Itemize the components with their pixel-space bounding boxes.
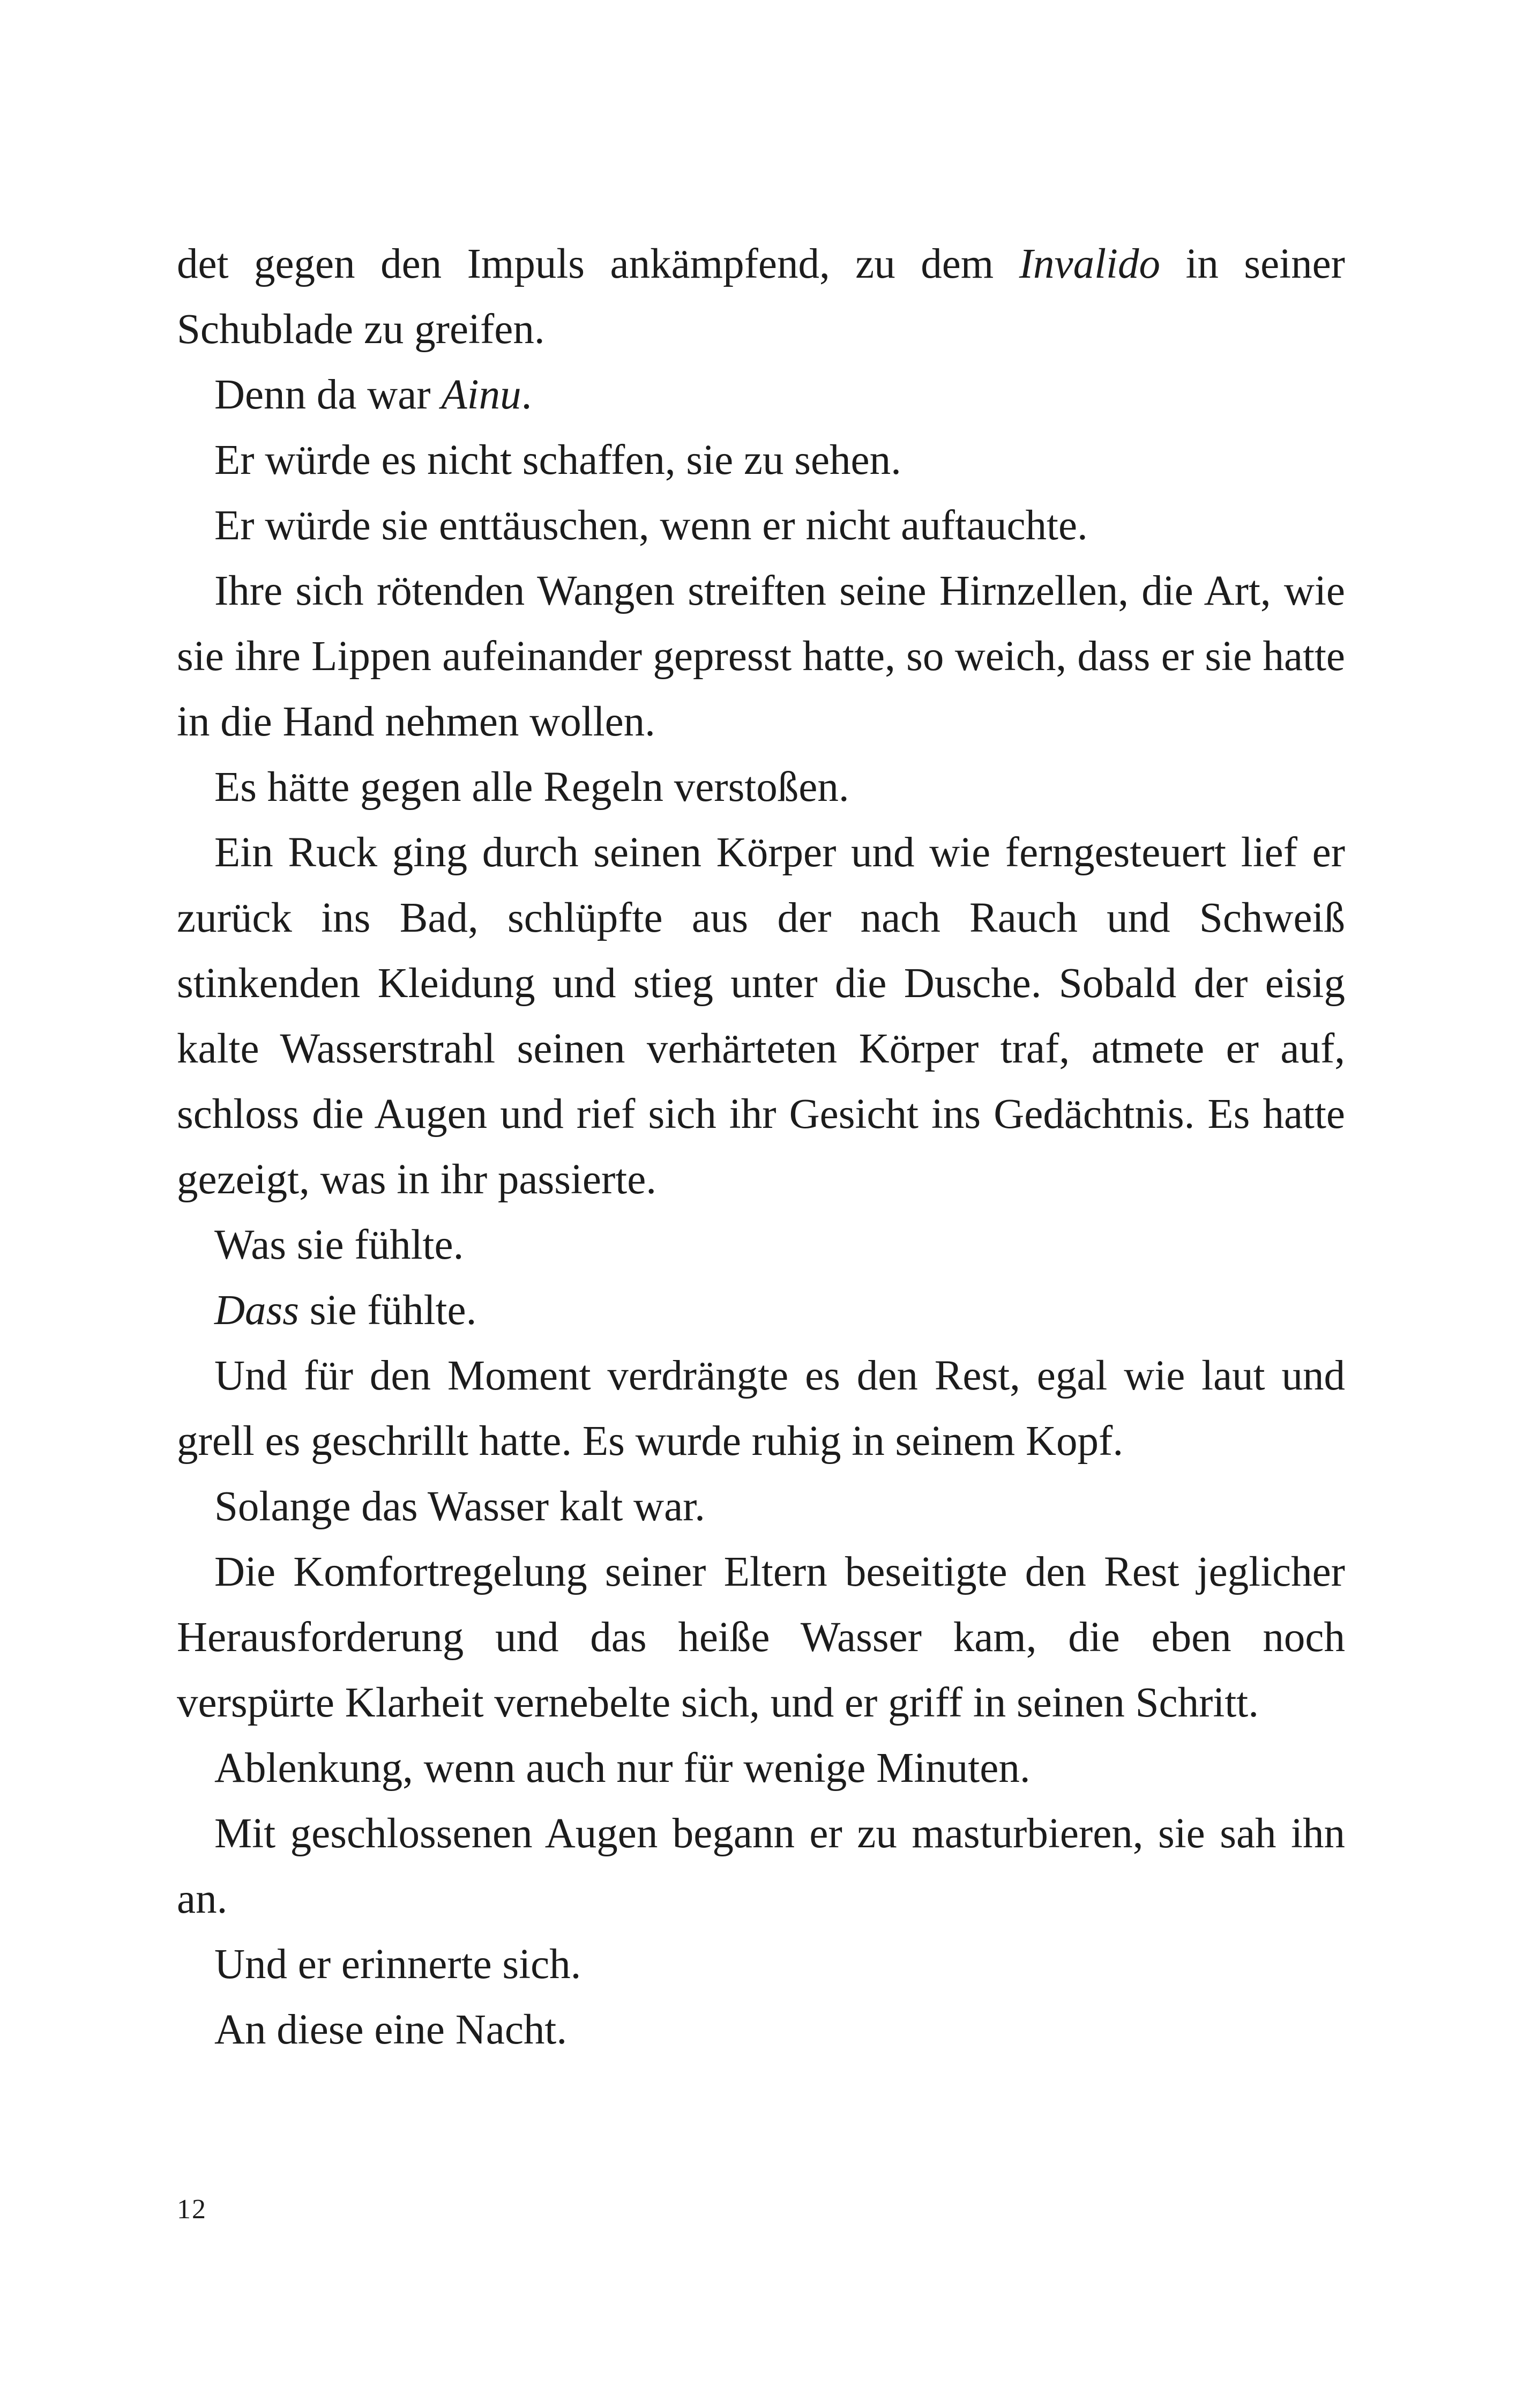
text-run: Die Komfortregelung seiner Eltern beseitigte den Rest jeglicher Herausforderung und das heiße Wasser kam, die eben noch verspürte Klarheit vernebelte sich, und er griff in seinen Schritt. (177, 1549, 1345, 1726)
text-run: Ein Ruck ging durch seinen Körper und wie ferngesteuert lief er zurück ins Bad, schlüpfte aus der nach Rauch und Schweiß stinkenden Kleidung und stieg unter die Dusche. Sobald der eisig kalte Wasserstrahl seinen verhärteten Körper traf, atmete er auf, schloss die Augen und rief sich ihr Gesicht ins Gedächtnis. Es hatte gezeigt, was in ihr passierte. (177, 829, 1345, 1203)
text-run: Solange das Wasser kalt war. (214, 1483, 705, 1530)
text-run: Und er erinnerte sich. (214, 1941, 581, 1988)
text-run: Und für den Moment verdrängte es den Rest, egal wie laut und grell es geschrillt hatte. Es wurde ruhig in seinem Kopf. (177, 1352, 1345, 1465)
text-run: . (521, 371, 532, 418)
paragraph (177, 1343, 1345, 1474)
text-run: An diese eine Nacht. (214, 2006, 568, 2053)
paragraph (177, 493, 1345, 559)
paragraph (177, 820, 1345, 1213)
paragraph (177, 755, 1345, 820)
text-run: Mit geschlossenen Augen begann er zu masturbieren, sie sah ihn an. (177, 1810, 1345, 1922)
italic-text: Dass (214, 1287, 300, 1334)
text-run: Ihre sich rötenden Wangen streiften seine Hirnzellen, die Art, wie sie ihre Lippen aufeinander gepresst hatte, so weich, dass er sie hatte in die Hand nehmen wollen. (177, 568, 1345, 745)
paragraph (177, 1540, 1345, 1736)
paragraph (177, 1474, 1345, 1540)
paragraph (177, 1213, 1345, 1278)
text-run: in seiner Schublade zu greifen. (177, 241, 1345, 353)
italic-text: Invalido (1019, 241, 1160, 287)
text-run: Er würde sie enttäuschen, wenn er nicht auftauchte. (214, 502, 1088, 549)
paragraph (177, 232, 1345, 362)
paragraph (177, 1278, 1345, 1343)
text-run: Ablenkung, wenn auch nur für wenige Minuten. (214, 1745, 1031, 1792)
paragraph (177, 1736, 1345, 1801)
text-run: Was sie fühlte. (214, 1222, 464, 1268)
text-run: det gegen den Impuls ankämpfend, zu dem (177, 241, 1019, 287)
paragraph (177, 1997, 1345, 2063)
text-run: Es hätte gegen alle Regeln verstoßen. (214, 764, 849, 811)
text-run: Denn da war (214, 371, 442, 418)
paragraph (177, 559, 1345, 755)
paragraph (177, 1801, 1345, 1932)
page-body-text (177, 232, 1345, 2063)
italic-text: Ainu (441, 371, 521, 418)
text-run: sie fühlte. (299, 1287, 477, 1334)
paragraph (177, 428, 1345, 493)
page-number: 12 (177, 2194, 207, 2225)
text-run: Er würde es nicht schaffen, sie zu sehen. (214, 437, 901, 484)
paragraph (177, 362, 1345, 428)
paragraph (177, 1932, 1345, 1997)
